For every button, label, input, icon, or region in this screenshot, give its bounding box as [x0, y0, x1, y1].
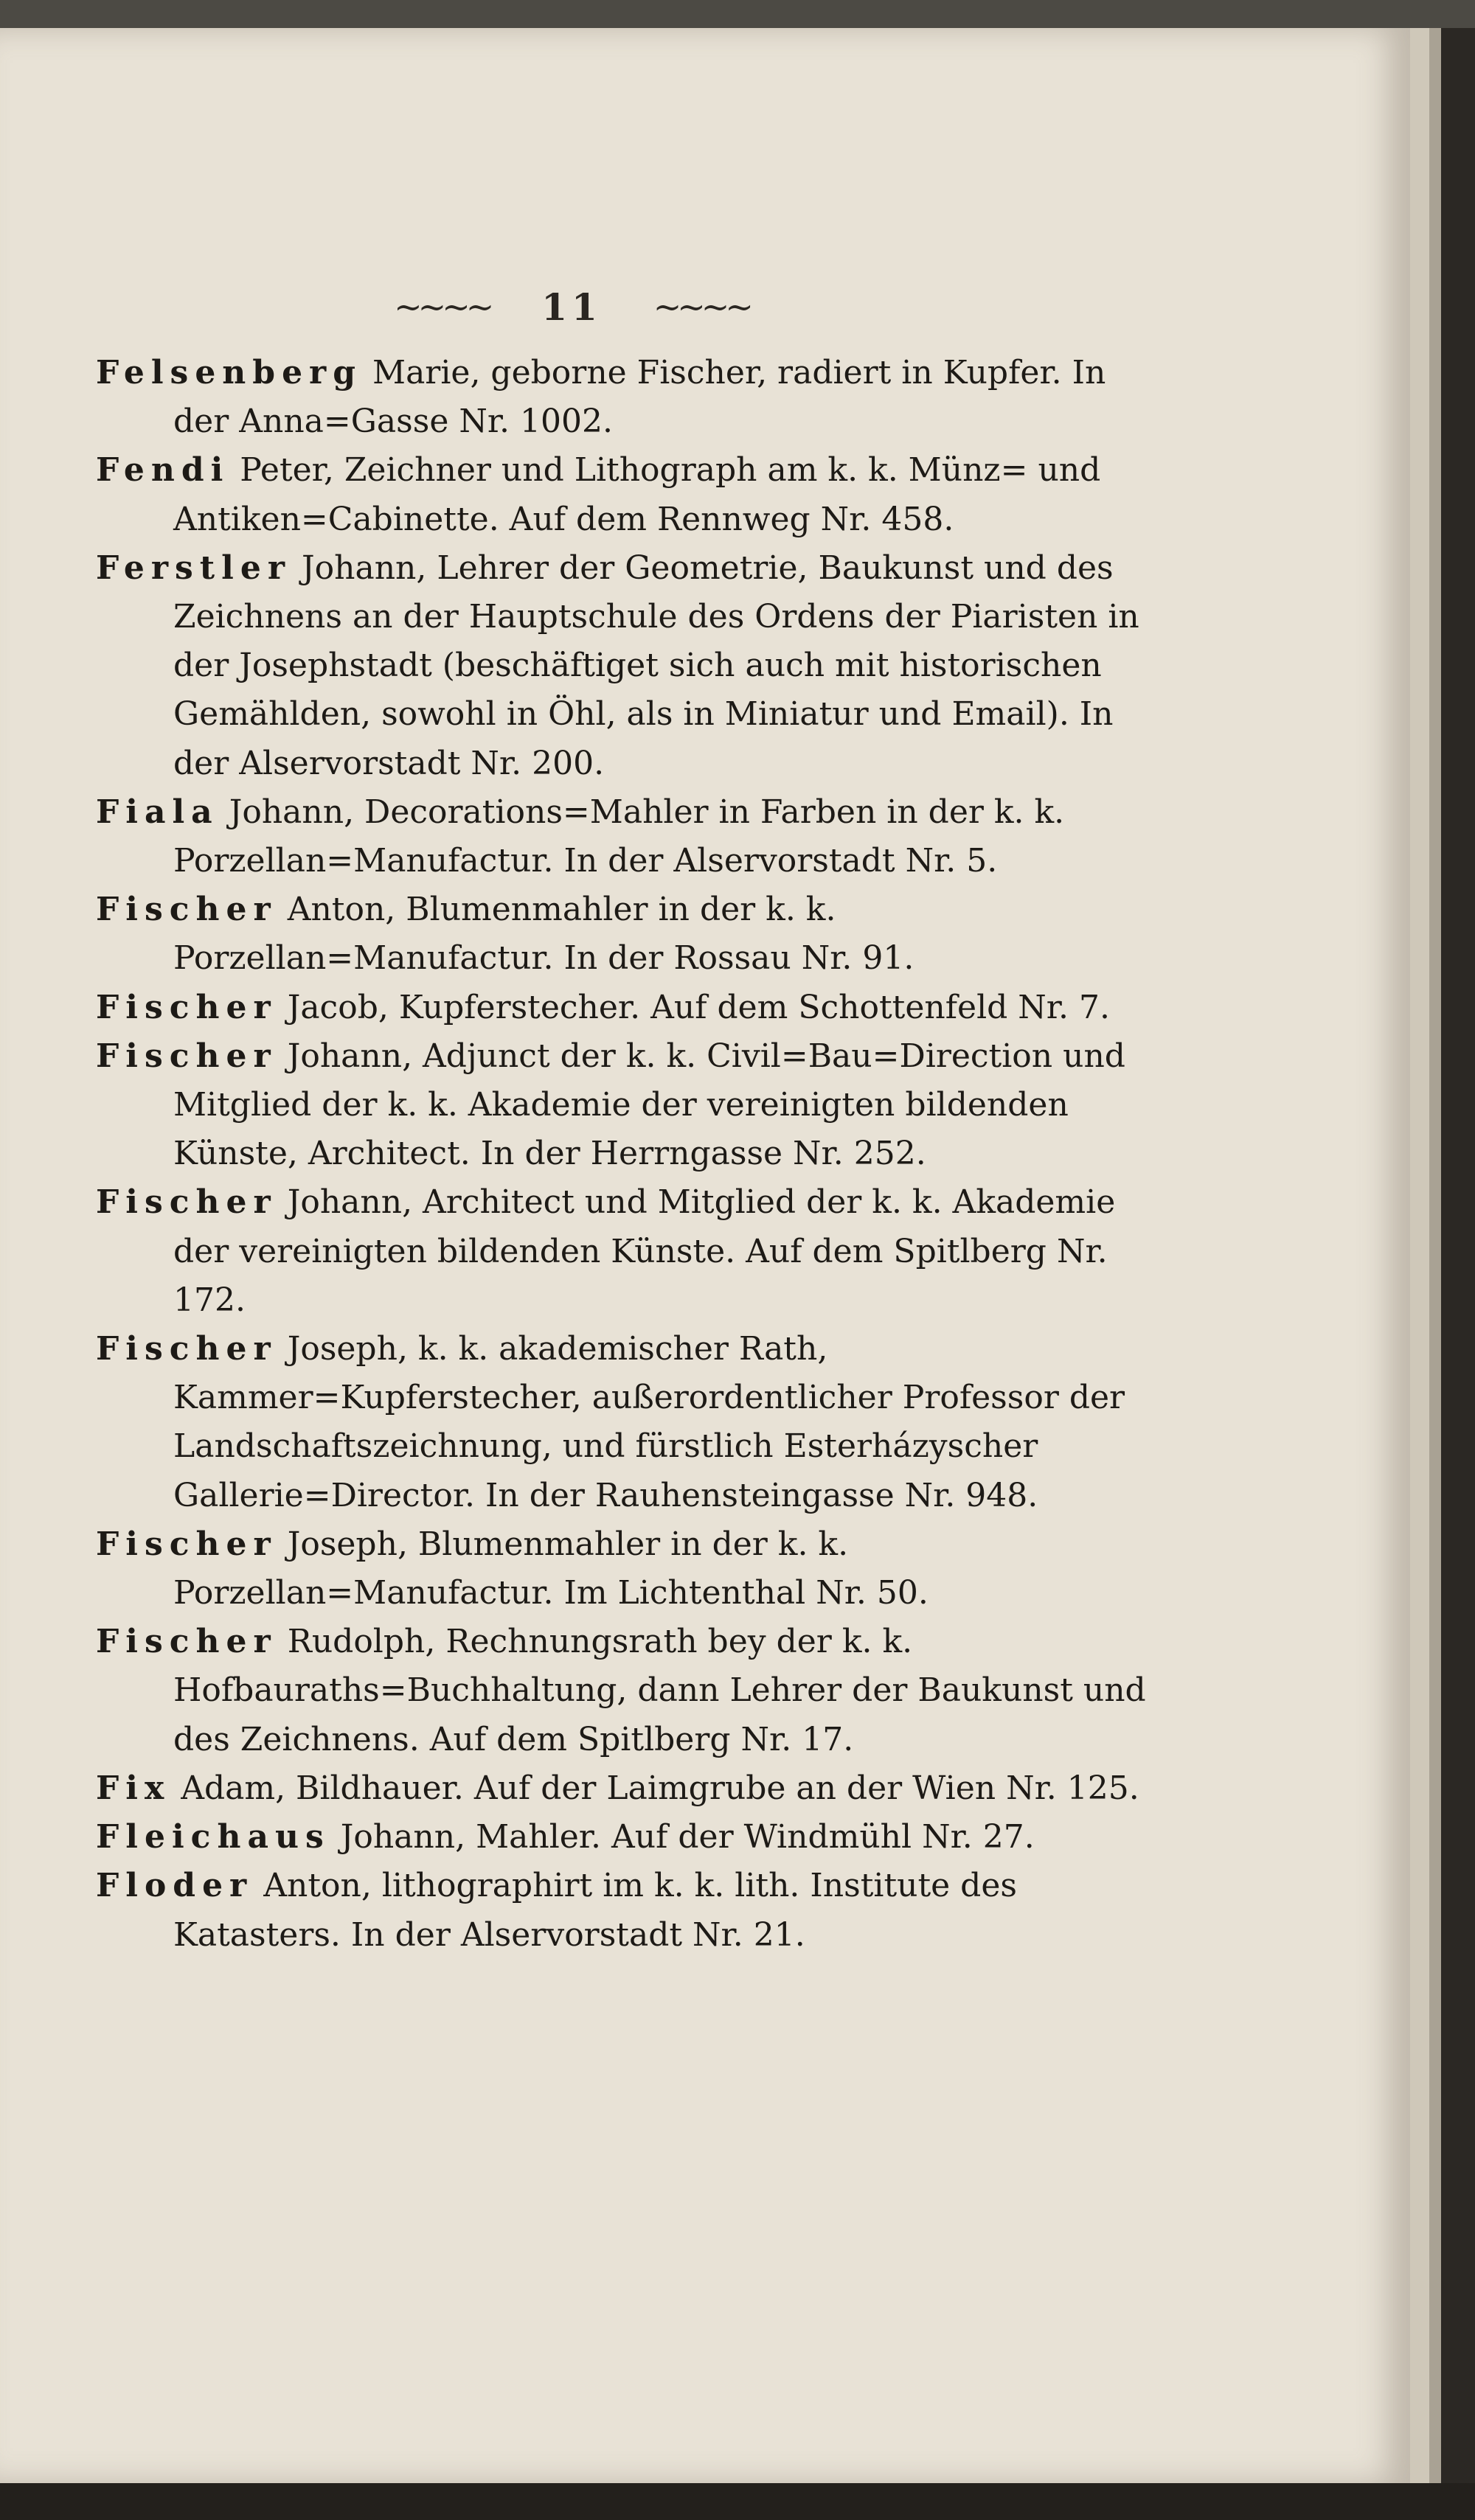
entry-surname: Fischer	[96, 1623, 277, 1661]
entry-text: Anton, lithographirt im k. k. lith. Institute des Katasters. In der Alservorstadt Nr. 21.	[173, 1867, 1017, 1954]
header-ornament-left: ~~~~	[394, 287, 490, 327]
entry-text: Adam, Bildhauer. Auf der Laimgrube an der Wien Nr. 125.	[181, 1769, 1139, 1807]
scan-top-strip	[0, 0, 1475, 28]
entry-surname: Fischer	[96, 988, 277, 1026]
entry	[96, 1032, 1147, 1179]
entry-surname: Floder	[96, 1867, 254, 1905]
entry	[96, 544, 1147, 788]
page-edge-shadow	[1429, 28, 1441, 2483]
entry-surname: Fischer	[96, 1183, 277, 1222]
entry-surname: Ferstler	[96, 549, 291, 587]
entry-surname: Fischer	[96, 1525, 277, 1563]
entry-surname: Fleichaus	[96, 1818, 330, 1856]
page-edge	[1410, 28, 1429, 2483]
entry-surname: Fiala	[96, 793, 219, 831]
entry-text: Peter, Zeichner und Lithograph am k. k. Münz= und Antiken=Cabinette. Auf dem Rennweg Nr. 458.	[173, 451, 1101, 538]
entry-surname: Fischer	[96, 1037, 277, 1075]
entry-text: Anton, Blumenmahler in der k. k. Porzellan=Manufactur. In der Rossau Nr. 91.	[173, 891, 914, 978]
entry-text: Johann, Adjunct der k. k. Civil=Bau=Direction und Mitglied der k. k. Akademie der vereinigten bildenden Künste, Architect. In der Herrngasse Nr. 252.	[173, 1037, 1125, 1173]
header-ornament-right: ~~~~	[653, 287, 749, 327]
entry-surname: Felsenberg	[96, 354, 363, 391]
entry-text: Johann, Decorations=Mahler in Farben in der k. k. Porzellan=Manufactur. In der Alservorstadt Nr. 5.	[173, 793, 1065, 880]
entry-text: Johann, Mahler. Auf der Windmühl Nr. 27.	[340, 1818, 1035, 1856]
entry-surname: Fischer	[96, 1330, 277, 1368]
entry-text: Joseph, Blumenmahler in der k. k. Porzellan=Manufactur. Im Lichtenthal Nr. 50.	[173, 1525, 929, 1612]
entry	[96, 885, 1147, 983]
entry-surname: Fendi	[96, 451, 230, 490]
entry-text: Joseph, k. k. akademischer Rath, Kammer=Kupferstecher, außerordentlicher Professor der Landschaftszeichnung, und fürstlich Esterházyscher Gallerie=Director. In der Rauhensteingasse Nr. 948.	[173, 1330, 1125, 1514]
entry-surname: Fix	[96, 1769, 171, 1807]
page-number: 11	[541, 285, 602, 329]
entry-text: Rudolph, Rechnungsrath bey der k. k. Hofbauraths=Buchhaltung, dann Lehrer der Baukunst und des Zeichnens. Auf dem Spitlberg Nr. 17.	[173, 1623, 1146, 1758]
entry-surname: Fischer	[96, 891, 277, 929]
entry	[96, 1520, 1147, 1618]
entry-text: Jacob, Kupferstecher. Auf dem Schottenfeld Nr. 7.	[287, 988, 1110, 1026]
entry-text: Johann, Lehrer der Geometrie, Baukunst und des Zeichnens an der Hauptschule des Ordens der Piaristen in der Josephstadt (beschäftiget sich auch mit historischen Gemählden, sowohl in Öhl, als in Miniatur und Email). In der Alservorstadt Nr. 200.	[173, 549, 1139, 782]
entry	[96, 349, 1147, 446]
entry	[96, 446, 1147, 543]
entry	[96, 1325, 1147, 1520]
entry	[96, 1862, 1147, 1959]
entry-list	[96, 349, 1147, 1960]
entry	[96, 984, 1147, 1032]
entry-text: Marie, geborne Fischer, radiert in Kupfer. In der Anna=Gasse Nr. 1002.	[173, 354, 1106, 441]
entry-text: Johann, Architect und Mitglied der k. k. Akademie der vereinigten bildenden Künste. Auf dem Spitlberg Nr. 172.	[173, 1183, 1116, 1319]
entry	[96, 1618, 1147, 1764]
book-page	[0, 28, 1410, 2483]
book-gutter	[1441, 28, 1475, 2483]
entry	[96, 1813, 1147, 1862]
entry	[96, 1764, 1147, 1813]
page-header	[0, 282, 1143, 329]
entry	[96, 1178, 1147, 1325]
entry	[96, 788, 1147, 885]
